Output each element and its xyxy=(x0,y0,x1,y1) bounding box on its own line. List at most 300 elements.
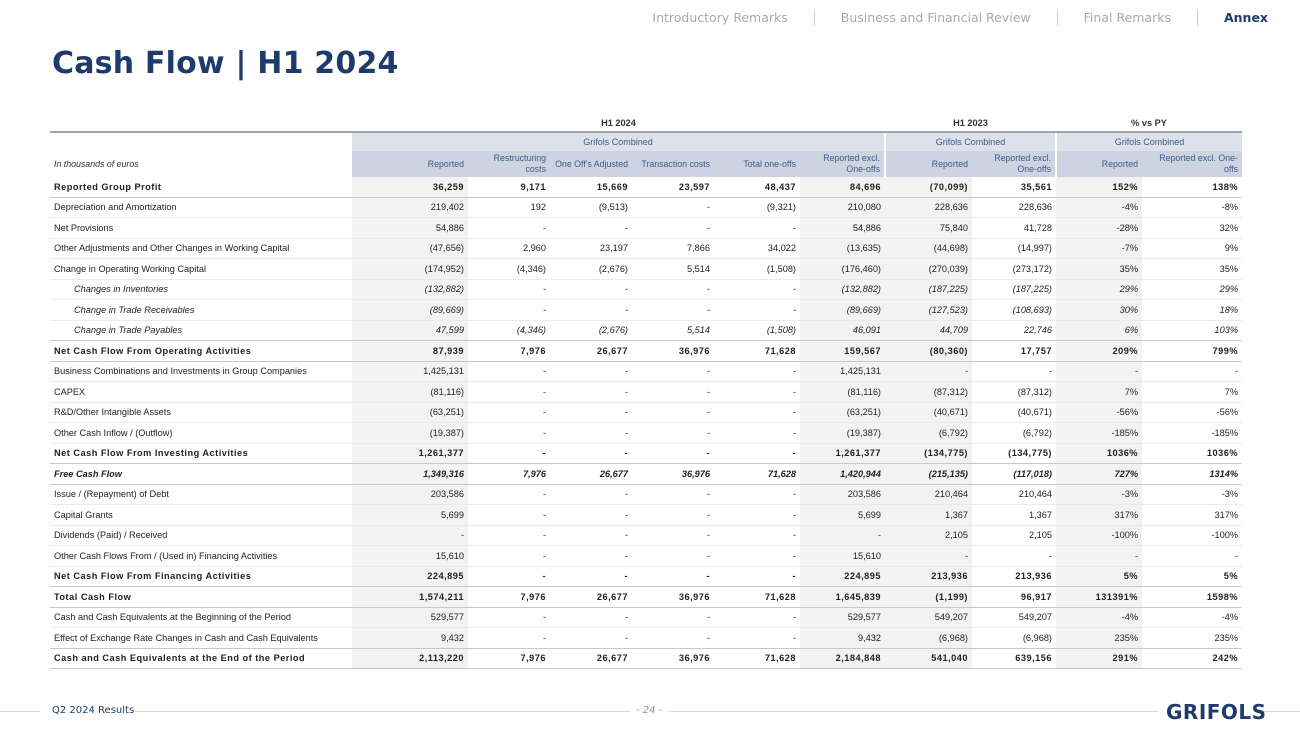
table-cell: 228,636 xyxy=(972,197,1056,218)
table-cell: 529,577 xyxy=(352,607,468,628)
table-cell: 1,574,211 xyxy=(352,587,468,608)
table-cell: (63,251) xyxy=(800,402,885,423)
table-cell: (4,346) xyxy=(468,259,550,280)
table-cell: - xyxy=(632,218,714,239)
table-cell: 235% xyxy=(1142,628,1242,649)
table-cell: 138% xyxy=(1142,177,1242,197)
page-number: - 24 - xyxy=(636,705,663,716)
table-cell: -56% xyxy=(1142,402,1242,423)
table-cell: 1,367 xyxy=(972,505,1056,526)
table-row xyxy=(50,566,1242,587)
table-cell: 9,171 xyxy=(468,177,550,197)
nav-introductory-remarks[interactable]: Introductory Remarks xyxy=(626,10,814,26)
table-cell: - xyxy=(468,443,550,464)
column-header: Reported xyxy=(352,151,468,177)
table-cell: (19,387) xyxy=(352,423,468,444)
row-label: Reported Group Profit xyxy=(50,177,352,197)
row-label: Net Cash Flow From Operating Activities xyxy=(50,341,352,362)
table-cell: 203,586 xyxy=(352,484,468,505)
table-row xyxy=(50,505,1242,526)
table-cell: - xyxy=(714,279,800,300)
table-cell: - xyxy=(550,525,632,546)
table-cell: - xyxy=(550,505,632,526)
table-row xyxy=(50,382,1242,403)
table-cell: 26,677 xyxy=(550,464,632,485)
row-label: Dividends (Paid) / Received xyxy=(50,525,352,546)
table-cell: - xyxy=(1056,361,1142,382)
table-cell: 71,628 xyxy=(714,648,800,669)
table-cell: 1,425,131 xyxy=(352,361,468,382)
table-cell: - xyxy=(550,382,632,403)
table-cell: (80,360) xyxy=(885,341,972,362)
table-row xyxy=(50,177,1242,197)
table-cell: (40,671) xyxy=(885,402,972,423)
table-cell: - xyxy=(714,443,800,464)
column-header: Reported excl. One-offs xyxy=(1142,151,1242,177)
table-cell: 29% xyxy=(1142,279,1242,300)
table-cell: - xyxy=(1056,546,1142,567)
table-cell: 36,976 xyxy=(632,464,714,485)
column-header-row xyxy=(50,151,1242,177)
row-label: Change in Operating Working Capital xyxy=(50,259,352,280)
table-cell: (89,669) xyxy=(800,300,885,321)
table-cell: 26,677 xyxy=(550,587,632,608)
table-cell: - xyxy=(468,566,550,587)
period-header-row xyxy=(50,115,1242,132)
table-cell: - xyxy=(632,546,714,567)
table-row xyxy=(50,525,1242,546)
table-cell: 209% xyxy=(1056,341,1142,362)
table-cell: -4% xyxy=(1056,197,1142,218)
table-cell: - xyxy=(632,361,714,382)
table-cell: 317% xyxy=(1056,505,1142,526)
table-row xyxy=(50,341,1242,362)
table-cell: -3% xyxy=(1142,484,1242,505)
table-cell: (1,508) xyxy=(714,320,800,341)
table-cell: 549,207 xyxy=(885,607,972,628)
table-cell: - xyxy=(550,218,632,239)
table-cell: - xyxy=(714,546,800,567)
table-cell: (89,669) xyxy=(352,300,468,321)
table-cell: 224,895 xyxy=(800,566,885,587)
table-cell: 15,610 xyxy=(352,546,468,567)
table-cell: 15,669 xyxy=(550,177,632,197)
table-cell: 32% xyxy=(1142,218,1242,239)
table-cell: - xyxy=(468,484,550,505)
table-cell: - xyxy=(632,628,714,649)
table-cell: - xyxy=(468,279,550,300)
table-cell: 242% xyxy=(1142,648,1242,669)
table-row xyxy=(50,587,1242,608)
table-cell: - xyxy=(468,628,550,649)
row-label: R&D/Other Intangible Assets xyxy=(50,402,352,423)
table-cell: - xyxy=(468,423,550,444)
table-cell: (273,172) xyxy=(972,259,1056,280)
row-label: CAPEX xyxy=(50,382,352,403)
table-cell: - xyxy=(550,628,632,649)
table-cell: (4,346) xyxy=(468,320,550,341)
table-cell: - xyxy=(1142,361,1242,382)
table-cell: (132,882) xyxy=(800,279,885,300)
nav-annex[interactable]: Annex xyxy=(1223,10,1268,25)
table-cell: - xyxy=(632,443,714,464)
nav-business-financial-review[interactable]: Business and Financial Review xyxy=(815,10,1058,26)
table-cell: - xyxy=(632,382,714,403)
table-cell: - xyxy=(632,197,714,218)
period-header-h1-2023: H1 2023 xyxy=(885,115,1056,132)
table-cell: 46,091 xyxy=(800,320,885,341)
table-cell: - xyxy=(550,546,632,567)
table-row xyxy=(50,464,1242,485)
table-cell: - xyxy=(468,300,550,321)
table-cell: 1,425,131 xyxy=(800,361,885,382)
table-cell: 22,746 xyxy=(972,320,1056,341)
table-cell: - xyxy=(714,300,800,321)
table-cell: -4% xyxy=(1142,607,1242,628)
table-cell: (108,693) xyxy=(972,300,1056,321)
table-cell: - xyxy=(550,279,632,300)
table-cell: (187,225) xyxy=(885,279,972,300)
table-cell: 84,696 xyxy=(800,177,885,197)
column-header: Reported excl. One-offs xyxy=(800,151,885,177)
table-cell: - xyxy=(550,402,632,423)
units-label: In thousands of euros xyxy=(54,158,139,169)
table-body xyxy=(50,177,1242,669)
period-header-h1-2024: H1 2024 xyxy=(352,115,885,132)
table-cell: 18% xyxy=(1142,300,1242,321)
table-cell: - xyxy=(714,628,800,649)
row-label: Change in Trade Receivables xyxy=(50,300,352,321)
table-row xyxy=(50,607,1242,628)
table-cell: 549,207 xyxy=(972,607,1056,628)
table-cell: - xyxy=(972,546,1056,567)
column-header: One Off's Adjusted xyxy=(550,151,632,177)
table-cell: - xyxy=(632,300,714,321)
table-cell: 210,464 xyxy=(972,484,1056,505)
table-cell: 54,886 xyxy=(800,218,885,239)
table-cell: 1,645,839 xyxy=(800,587,885,608)
table-cell: (6,968) xyxy=(885,628,972,649)
table-row xyxy=(50,423,1242,444)
table-cell: - xyxy=(972,361,1056,382)
table-row xyxy=(50,197,1242,218)
footer-divider xyxy=(1262,711,1300,712)
table-cell: - xyxy=(632,505,714,526)
table-cell: 2,113,220 xyxy=(352,648,468,669)
table-cell: - xyxy=(714,218,800,239)
table-cell: 26,677 xyxy=(550,341,632,362)
table-row xyxy=(50,238,1242,259)
table-cell: 1,420,944 xyxy=(800,464,885,485)
table-cell: 1,261,377 xyxy=(800,443,885,464)
table-cell: 224,895 xyxy=(352,566,468,587)
table-row xyxy=(50,484,1242,505)
row-label: Depreciation and Amortization xyxy=(50,197,352,218)
table-cell: - xyxy=(632,423,714,444)
table-cell: - xyxy=(714,525,800,546)
table-row xyxy=(50,546,1242,567)
column-header: Transaction costs xyxy=(632,151,714,177)
table-cell: 35,561 xyxy=(972,177,1056,197)
table-cell: 47,599 xyxy=(352,320,468,341)
row-label: Net Cash Flow From Financing Activities xyxy=(50,566,352,587)
table-cell: - xyxy=(714,361,800,382)
table-cell: - xyxy=(714,505,800,526)
table-cell: -100% xyxy=(1056,525,1142,546)
table-cell: - xyxy=(550,361,632,382)
table-cell: - xyxy=(468,361,550,382)
table-cell: 7,976 xyxy=(468,464,550,485)
table-cell: 7,976 xyxy=(468,341,550,362)
table-cell: 9% xyxy=(1142,238,1242,259)
table-cell: (40,671) xyxy=(972,402,1056,423)
table-cell: -28% xyxy=(1056,218,1142,239)
table-cell: -4% xyxy=(1056,607,1142,628)
table-cell: -3% xyxy=(1056,484,1142,505)
table-cell: (134,775) xyxy=(972,443,1056,464)
table-cell: 36,259 xyxy=(352,177,468,197)
table-cell: (176,460) xyxy=(800,259,885,280)
table-cell: - xyxy=(714,402,800,423)
table-cell: 291% xyxy=(1056,648,1142,669)
table-cell: 54,886 xyxy=(352,218,468,239)
table-cell: (270,039) xyxy=(885,259,972,280)
table-cell: -8% xyxy=(1142,197,1242,218)
table-cell: 26,677 xyxy=(550,648,632,669)
column-header: Total one-offs xyxy=(714,151,800,177)
table-cell: 192 xyxy=(468,197,550,218)
table-cell: - xyxy=(714,382,800,403)
column-header: Reported xyxy=(1056,151,1142,177)
row-label: Capital Grants xyxy=(50,505,352,526)
table-cell: 35% xyxy=(1056,259,1142,280)
table-cell: 210,080 xyxy=(800,197,885,218)
table-cell: 7% xyxy=(1056,382,1142,403)
table-cell: 5,699 xyxy=(352,505,468,526)
table-cell: (81,116) xyxy=(352,382,468,403)
table-cell: - xyxy=(550,566,632,587)
table-cell: (1,508) xyxy=(714,259,800,280)
footer-divider xyxy=(135,711,630,712)
column-header: Reported xyxy=(885,151,972,177)
group-header: Grifols Combined xyxy=(885,132,1056,151)
table-row xyxy=(50,320,1242,341)
table-cell: (134,775) xyxy=(885,443,972,464)
table-cell: (19,387) xyxy=(800,423,885,444)
table-cell: (187,225) xyxy=(972,279,1056,300)
row-label: Net Provisions xyxy=(50,218,352,239)
table-cell: 36,976 xyxy=(632,341,714,362)
table-cell: - xyxy=(550,607,632,628)
table-cell: 5% xyxy=(1142,566,1242,587)
table-cell: 2,184,848 xyxy=(800,648,885,669)
table-cell: 1314% xyxy=(1142,464,1242,485)
table-cell: (13,635) xyxy=(800,238,885,259)
table-cell: - xyxy=(632,402,714,423)
table-cell: 75,840 xyxy=(885,218,972,239)
table-cell: (174,952) xyxy=(352,259,468,280)
table-cell: 7,866 xyxy=(632,238,714,259)
table-cell: 5,514 xyxy=(632,320,714,341)
table-cell: (87,312) xyxy=(885,382,972,403)
table-cell: 213,936 xyxy=(972,566,1056,587)
table-cell: -56% xyxy=(1056,402,1142,423)
table-cell: (117,018) xyxy=(972,464,1056,485)
table-cell: - xyxy=(352,525,468,546)
table-cell: 1036% xyxy=(1056,443,1142,464)
table-row xyxy=(50,648,1242,669)
footer-divider xyxy=(668,711,1158,712)
nav-final-remarks[interactable]: Final Remarks xyxy=(1058,10,1198,26)
table-cell: 727% xyxy=(1056,464,1142,485)
table-cell: 87,939 xyxy=(352,341,468,362)
row-label: Cash and Cash Equivalents at the End of the Period xyxy=(50,648,352,669)
table-cell: 23,197 xyxy=(550,238,632,259)
table-cell: - xyxy=(550,300,632,321)
table-cell: (215,135) xyxy=(885,464,972,485)
table-cell: (1,199) xyxy=(885,587,972,608)
table-cell: 5,699 xyxy=(800,505,885,526)
table-cell: - xyxy=(714,607,800,628)
table-cell: (6,792) xyxy=(972,423,1056,444)
table-row xyxy=(50,443,1242,464)
table-cell: (6,968) xyxy=(972,628,1056,649)
table-cell: 5,514 xyxy=(632,259,714,280)
table-cell: 103% xyxy=(1142,320,1242,341)
table-cell: - xyxy=(1142,546,1242,567)
table-cell: 15,610 xyxy=(800,546,885,567)
table-cell: 317% xyxy=(1142,505,1242,526)
table-cell: - xyxy=(468,402,550,423)
table-cell: (81,116) xyxy=(800,382,885,403)
table-cell: -7% xyxy=(1056,238,1142,259)
table-cell: - xyxy=(468,382,550,403)
blank-header xyxy=(50,132,352,151)
column-header: Restructuring costs xyxy=(468,151,550,177)
table-cell: 2,105 xyxy=(885,525,972,546)
table-cell: - xyxy=(632,484,714,505)
table-cell: (9,513) xyxy=(550,197,632,218)
table-cell: (2,676) xyxy=(550,320,632,341)
table-cell: 210,464 xyxy=(885,484,972,505)
table-cell: - xyxy=(885,361,972,382)
group-header-row xyxy=(50,132,1242,151)
table-cell: 235% xyxy=(1056,628,1142,649)
table-cell: 7% xyxy=(1142,382,1242,403)
table-cell: - xyxy=(632,607,714,628)
table-cell: 36,976 xyxy=(632,587,714,608)
table-cell: - xyxy=(632,566,714,587)
table-cell: 541,040 xyxy=(885,648,972,669)
table-cell: (47,656) xyxy=(352,238,468,259)
page-title: Cash Flow | H1 2024 xyxy=(52,46,399,81)
table-cell: - xyxy=(714,423,800,444)
table-cell: -185% xyxy=(1142,423,1242,444)
row-label: Other Adjustments and Other Changes in Working Capital xyxy=(50,238,352,259)
table-cell: - xyxy=(632,279,714,300)
row-label: Net Cash Flow From Investing Activities xyxy=(50,443,352,464)
table-cell: 34,022 xyxy=(714,238,800,259)
table-cell: 799% xyxy=(1142,341,1242,362)
row-label: Other Cash Inflow / (Outflow) xyxy=(50,423,352,444)
table-cell: 36,976 xyxy=(632,648,714,669)
table-cell: -100% xyxy=(1142,525,1242,546)
table-cell: (44,698) xyxy=(885,238,972,259)
table-cell: 1,261,377 xyxy=(352,443,468,464)
column-header: Reported excl. One-offs xyxy=(972,151,1056,177)
table-cell: - xyxy=(468,546,550,567)
table-cell: 152% xyxy=(1056,177,1142,197)
table-cell: 1598% xyxy=(1142,587,1242,608)
table-row xyxy=(50,402,1242,423)
table-cell: (14,997) xyxy=(972,238,1056,259)
row-label: Effect of Exchange Rate Changes in Cash and Cash Equivalents xyxy=(50,628,352,649)
table-cell: - xyxy=(714,566,800,587)
table-cell: 71,628 xyxy=(714,341,800,362)
table-cell: 5% xyxy=(1056,566,1142,587)
table-cell: 213,936 xyxy=(885,566,972,587)
footer-report-name: Q2 2024 Results xyxy=(52,705,135,716)
table-cell: 23,597 xyxy=(632,177,714,197)
table-cell: 1,349,316 xyxy=(352,464,468,485)
table-cell: - xyxy=(468,607,550,628)
table-cell: 7,976 xyxy=(468,648,550,669)
top-navigation xyxy=(626,10,1270,26)
table-cell: -185% xyxy=(1056,423,1142,444)
table-cell: (63,251) xyxy=(352,402,468,423)
table-cell: (9,321) xyxy=(714,197,800,218)
table-cell: (70,099) xyxy=(885,177,972,197)
period-header-vs-py: % vs PY xyxy=(1056,115,1242,132)
table-cell: 30% xyxy=(1056,300,1142,321)
table-cell: 9,432 xyxy=(352,628,468,649)
table-cell: 29% xyxy=(1056,279,1142,300)
group-header: Grifols Combined xyxy=(1056,132,1242,151)
row-label: Total Cash Flow xyxy=(50,587,352,608)
blank-header xyxy=(50,115,352,132)
table-cell: 71,628 xyxy=(714,464,800,485)
table-cell: 35% xyxy=(1142,259,1242,280)
table-cell: - xyxy=(468,218,550,239)
table-row xyxy=(50,279,1242,300)
row-label: Free Cash Flow xyxy=(50,464,352,485)
row-label: Changes in Inventories xyxy=(50,279,352,300)
table-cell: - xyxy=(632,525,714,546)
footer-divider xyxy=(0,711,40,712)
table-cell: - xyxy=(468,525,550,546)
table-cell: - xyxy=(550,443,632,464)
table-cell: 7,976 xyxy=(468,587,550,608)
row-label: Business Combinations and Investments in Group Companies xyxy=(50,361,352,382)
table-cell: - xyxy=(885,546,972,567)
group-header: Grifols Combined xyxy=(352,132,885,151)
table-cell: 96,917 xyxy=(972,587,1056,608)
table-cell: (6,792) xyxy=(885,423,972,444)
table-cell: - xyxy=(550,423,632,444)
table-cell: 41,728 xyxy=(972,218,1056,239)
table-cell: (2,676) xyxy=(550,259,632,280)
row-label: Change in Trade Payables xyxy=(50,320,352,341)
row-label: Other Cash Flows From / (Used in) Financing Activities xyxy=(50,546,352,567)
table-cell: - xyxy=(800,525,885,546)
table-cell: 48,437 xyxy=(714,177,800,197)
table-cell: 131391% xyxy=(1056,587,1142,608)
table-cell: - xyxy=(550,484,632,505)
table-row xyxy=(50,628,1242,649)
table-cell: 2,105 xyxy=(972,525,1056,546)
table-cell: 1,367 xyxy=(885,505,972,526)
grifols-logo: GRIFOLS xyxy=(1166,700,1267,724)
